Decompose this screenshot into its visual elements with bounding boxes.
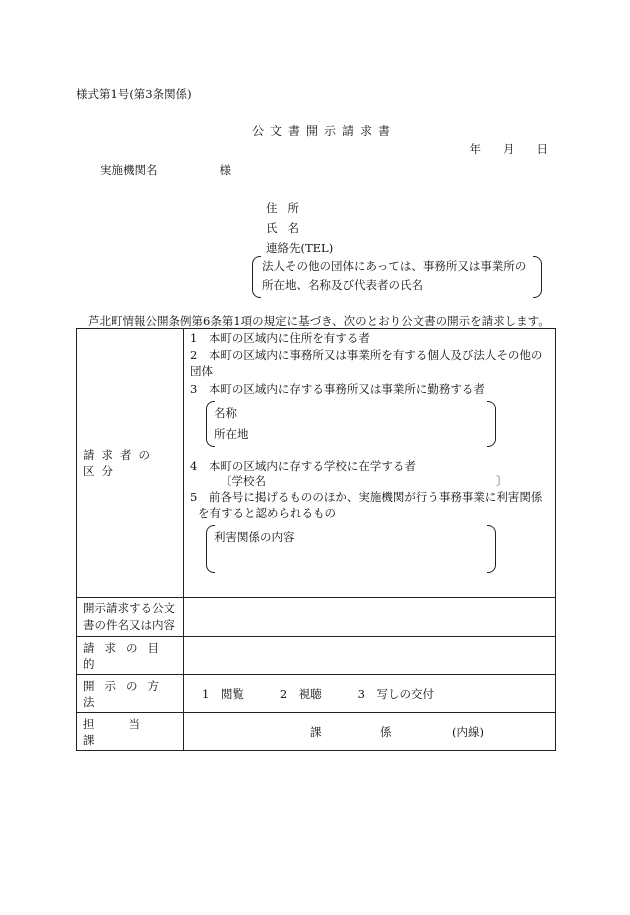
- table-row-subject: [77, 598, 556, 637]
- applicant-address-label: 住所: [266, 201, 309, 215]
- school-name-open: 〔学校名: [220, 474, 266, 488]
- dept-label-text: 担当課: [83, 716, 174, 747]
- school-name-close: 〕: [496, 474, 508, 488]
- purpose-input-cell[interactable]: [184, 637, 556, 675]
- category-label-text: 請求者の区分: [83, 448, 157, 478]
- corporation-note-line2: 所在地、名称及び代表者の氏名: [262, 278, 423, 292]
- bracket-right: [533, 256, 542, 298]
- method-option-listen[interactable]: 2 視聴: [279, 686, 322, 701]
- addressee-honorific: 様: [219, 163, 231, 177]
- dept-fields: [184, 713, 555, 750]
- date-month-label: 月: [503, 142, 515, 156]
- applicant-name-label: 氏名: [266, 221, 309, 235]
- subject-label: [77, 600, 183, 634]
- table-row-purpose: [77, 637, 556, 675]
- addressee-org-label: 実施機関名: [100, 163, 158, 177]
- dept-kakari-label: 係: [380, 725, 392, 739]
- interest-box[interactable]: [206, 525, 496, 573]
- purpose-label-cell: [77, 637, 184, 675]
- lead-text: 芦北町情報公開条例第6条第1項の規定に基づき、次のとおり公文書の開示を請求します。: [88, 314, 550, 328]
- date-day-label: 日: [536, 142, 548, 156]
- category-item-5-line1: 5 前各号に掲げるもののほか、実施機関が行う事務事業に利害関係: [190, 490, 543, 504]
- method-options: [184, 686, 555, 702]
- method-label-cell: [77, 675, 184, 713]
- form-number: 様式第1号(第3条関係): [76, 87, 192, 101]
- purpose-label: [77, 640, 183, 672]
- dept-ka-label: 課: [310, 725, 322, 739]
- category-item-2-line1: 2 本町の区域内に事務所又は事業所を有する個人及び法人その他の: [190, 348, 543, 362]
- request-form-table: [76, 328, 556, 751]
- category-item-1: 1 本町の区域内に住所を有する者: [190, 331, 370, 345]
- workplace-box[interactable]: [206, 401, 496, 447]
- workplace-name-label: 名称: [214, 406, 237, 420]
- category-item-3: 3 本町の区域内に存する事務所又は事業所に勤務する者: [190, 382, 485, 396]
- table-row-dept: [77, 713, 556, 751]
- purpose-label-text: 請求の目的: [83, 640, 169, 671]
- interest-content-label: 利害関係の内容: [214, 530, 295, 544]
- method-option-view[interactable]: 1 閲覧: [202, 686, 244, 701]
- date-year-label: 年: [469, 142, 481, 156]
- dept-label-cell: [77, 713, 184, 751]
- applicant-contact-label: 連絡先(TEL): [266, 241, 334, 255]
- page-title: 公文書開示請求書: [251, 124, 396, 138]
- dept-extension-label: (内線): [452, 725, 484, 739]
- method-label: [77, 678, 183, 710]
- table-row-method: [77, 675, 556, 713]
- bracket-right: [487, 525, 496, 573]
- method-options-cell: [184, 675, 556, 713]
- subject-input-cell[interactable]: [184, 598, 556, 637]
- table-row-category: [77, 329, 556, 598]
- category-item-2-line2: 団体: [190, 364, 213, 378]
- category-options-cell[interactable]: [184, 329, 556, 598]
- category-item-5-line2: を有すると認められるもの: [198, 506, 336, 520]
- date-fields: [470, 141, 549, 157]
- method-label-text: 開示の方法: [83, 678, 169, 709]
- method-option-copy[interactable]: 3 写しの交付: [357, 686, 434, 701]
- corporation-note-line1: 法人その他の団体にあっては、事務所又は事業所の: [262, 259, 527, 273]
- dept-label: [77, 716, 183, 748]
- bracket-left: [252, 256, 261, 298]
- workplace-location-label: 所在地: [214, 427, 249, 441]
- category-item-4: 4 本町の区域内に存する学校に在学する者: [190, 459, 416, 473]
- subject-label-line2: 書の件名又は内容: [83, 618, 175, 632]
- category-label: [77, 447, 183, 479]
- subject-label-line1: 開示請求する公文: [83, 601, 175, 615]
- subject-label-cell: [77, 598, 184, 637]
- category-label-cell: [77, 329, 184, 598]
- bracket-right: [487, 401, 496, 447]
- dept-fields-cell[interactable]: [184, 713, 556, 751]
- corporation-note: [252, 256, 542, 298]
- addressee: [100, 162, 231, 178]
